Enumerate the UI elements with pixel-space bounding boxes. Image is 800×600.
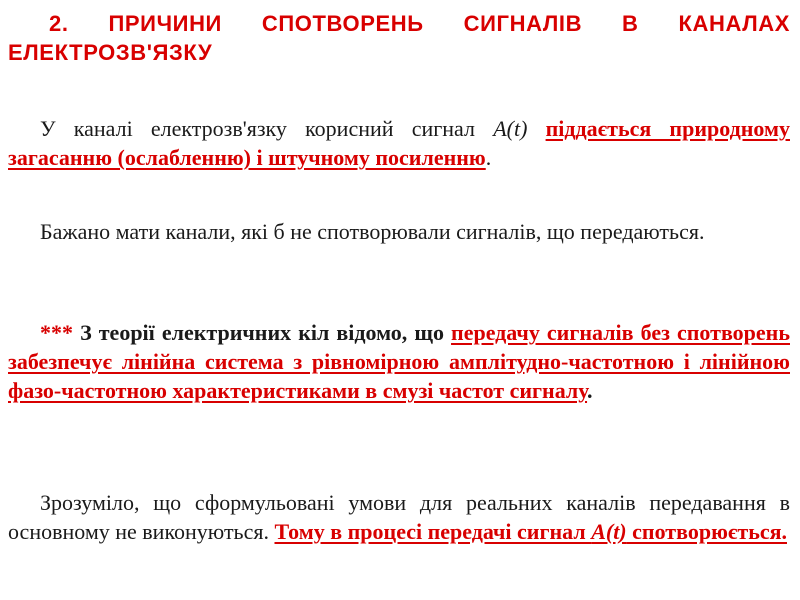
p1-end: . [485,145,492,170]
paragraph-desired-channels [8,217,790,246]
p4-signal-symbol: A(t) [591,519,627,544]
slide-title: 2. ПРИЧИНИ СПОТВОРЕНЬ СИГНАЛІВ В КАНАЛАХ ЕЛЕКТРОЗВ'ЯЗКУ [8,11,790,65]
p4-highlight-1: Тому в процесі передачі сигнал [274,519,592,544]
p1-text: У каналі електрозв'язку корисний сигнал [40,116,494,141]
p4-text: Зрозуміло, що сформульовані умови для реальних каналів передавання в основному не виконуються. [8,490,790,544]
p1-highlight: піддається природному загасанню (ослабленню) і штучному посиленню [8,116,790,170]
p2-text: Бажано мати канали, які б не спотворювали сигналів, що передаються. [40,219,705,244]
p4-highlight-2: спотворюється. [626,519,787,544]
p1-signal-symbol: A(t) [493,116,528,141]
paragraph-distortionless-transmission [8,318,790,405]
p3-highlight: передачу сигналів без спотворень забезпечує лінійна система з рівномірною амплітудно-частотною і лінійною фазо-частотною характеристиками в смузі частот сигналу [8,320,790,403]
p1-space [527,116,545,141]
p3-text: З теорії електричних кіл відомо, що [73,320,452,345]
p3-end: . [587,378,593,403]
p3-stars: *** [40,320,73,345]
paragraph-signal-attenuation [8,114,790,172]
paragraph-real-channels [8,488,790,546]
